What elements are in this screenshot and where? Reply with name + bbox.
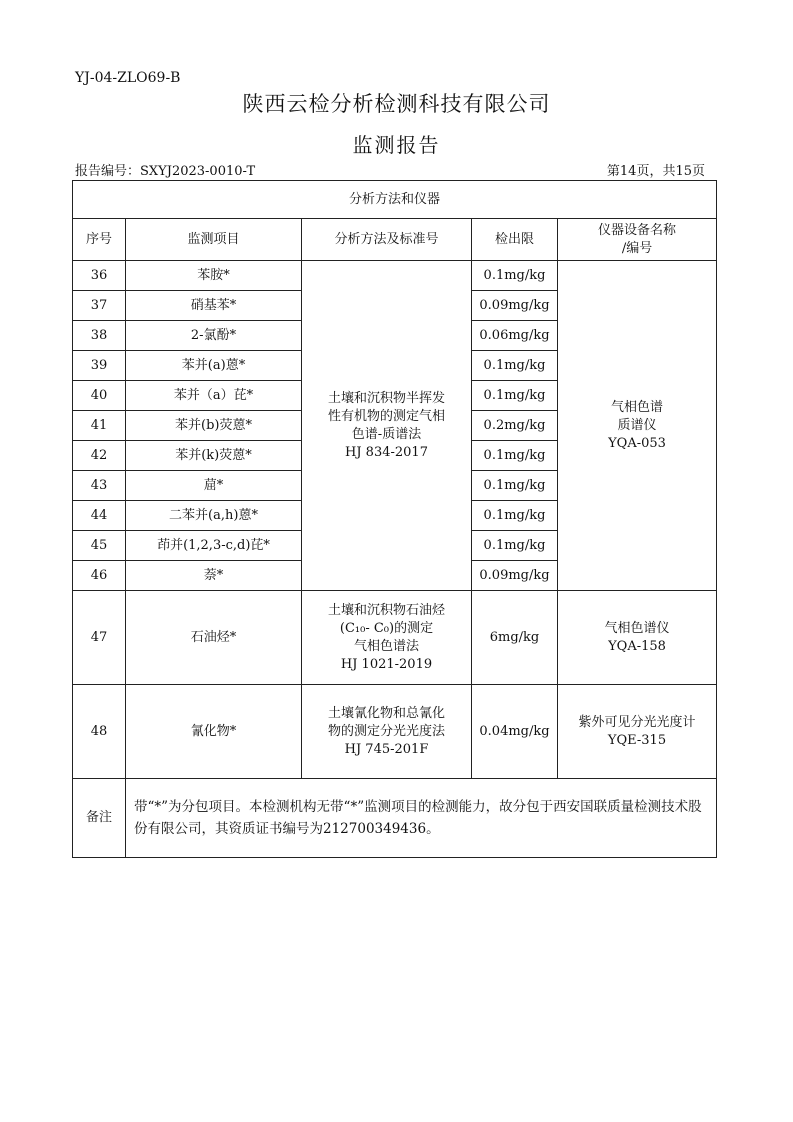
- remark-label: 备注: [73, 779, 126, 858]
- row-instrument: 气相色谱仪 YQA-158: [558, 591, 717, 685]
- row-item: 氰化物*: [126, 685, 302, 779]
- row-item: 萘*: [126, 561, 302, 591]
- row-no: 42: [73, 441, 126, 471]
- row-limit: 6mg/kg: [472, 591, 558, 685]
- row-instrument: 紫外可见分光光度计 YQE-315: [558, 685, 717, 779]
- row-no: 36: [73, 261, 126, 291]
- row-no: 39: [73, 351, 126, 381]
- row-no: 44: [73, 501, 126, 531]
- row-no: 47: [73, 591, 126, 685]
- header-row: [73, 219, 717, 261]
- col-header-limit: 检出限: [472, 219, 558, 261]
- row-limit: 0.1mg/kg: [472, 501, 558, 531]
- row-method: 土壤和沉积物石油烃 (C₁₀- C₀)的测定 气相色谱法 HJ 1021-2019: [302, 591, 472, 685]
- row-limit: 0.1mg/kg: [472, 261, 558, 291]
- table-row: [73, 591, 717, 685]
- row-no: 38: [73, 321, 126, 351]
- group-instrument: 气相色谱 质谱仪 YQA-053: [558, 261, 717, 591]
- row-method: 土壤氰化物和总氰化 物的测定分光光度法 HJ 745-201F: [302, 685, 472, 779]
- row-item: 石油烃*: [126, 591, 302, 685]
- row-item: 苯并(a)蒽*: [126, 351, 302, 381]
- row-no: 40: [73, 381, 126, 411]
- row-item: 苯胺*: [126, 261, 302, 291]
- row-limit: 0.1mg/kg: [472, 441, 558, 471]
- row-item: 硝基苯*: [126, 291, 302, 321]
- row-item: 苯并（a）芘*: [126, 381, 302, 411]
- col-header-instrument: 仪器设备名称 /编号: [558, 219, 717, 261]
- col-header-no: 序号: [73, 219, 126, 261]
- row-limit: 0.06mg/kg: [472, 321, 558, 351]
- row-limit: 0.09mg/kg: [472, 291, 558, 321]
- section-title: 分析方法和仪器: [73, 181, 717, 219]
- row-item: 2-氯酚*: [126, 321, 302, 351]
- row-limit: 0.1mg/kg: [472, 351, 558, 381]
- document-code: YJ-04-ZLO69-B: [75, 70, 181, 86]
- col-header-item: 监测项目: [126, 219, 302, 261]
- report-title: 监测报告: [352, 133, 441, 157]
- group-method: 土壤和沉积物半挥发 性有机物的测定气相 色谱-质谱法 HJ 834-2017: [302, 261, 472, 591]
- remark-text: 带“*”为分包项目。本检测机构无带“*”监测项目的检测能力，故分包于西安国联质量检测技术股份有限公司，其资质证书编号为212700349436。: [126, 779, 717, 858]
- page-info: 第14页，共15页: [606, 164, 705, 179]
- row-no: 37: [73, 291, 126, 321]
- remark-row: [73, 779, 717, 858]
- row-limit: 0.09mg/kg: [472, 561, 558, 591]
- row-item: 䓛*: [126, 471, 302, 501]
- row-item: 二苯并(a,h)蒽*: [126, 501, 302, 531]
- methods-instruments-table: [72, 180, 717, 858]
- row-limit: 0.1mg/kg: [472, 381, 558, 411]
- row-no: 46: [73, 561, 126, 591]
- row-no: 41: [73, 411, 126, 441]
- row-no: 48: [73, 685, 126, 779]
- row-no: 43: [73, 471, 126, 501]
- row-limit: 0.2mg/kg: [472, 411, 558, 441]
- col-header-method: 分析方法及标准号: [302, 219, 472, 261]
- row-item: 苯并(b)荧蒽*: [126, 411, 302, 441]
- table-row: [73, 261, 717, 291]
- row-limit: 0.04mg/kg: [472, 685, 558, 779]
- row-no: 45: [73, 531, 126, 561]
- report-number: 报告编号：SXYJ2023-0010-T: [75, 164, 256, 179]
- table-row: [73, 685, 717, 779]
- company-name: 陕西云检分析检测科技有限公司: [242, 92, 551, 116]
- row-limit: 0.1mg/kg: [472, 531, 558, 561]
- row-item: 茚并(1,2,3-c,d)芘*: [126, 531, 302, 561]
- row-item: 苯并(k)荧蒽*: [126, 441, 302, 471]
- row-limit: 0.1mg/kg: [472, 471, 558, 501]
